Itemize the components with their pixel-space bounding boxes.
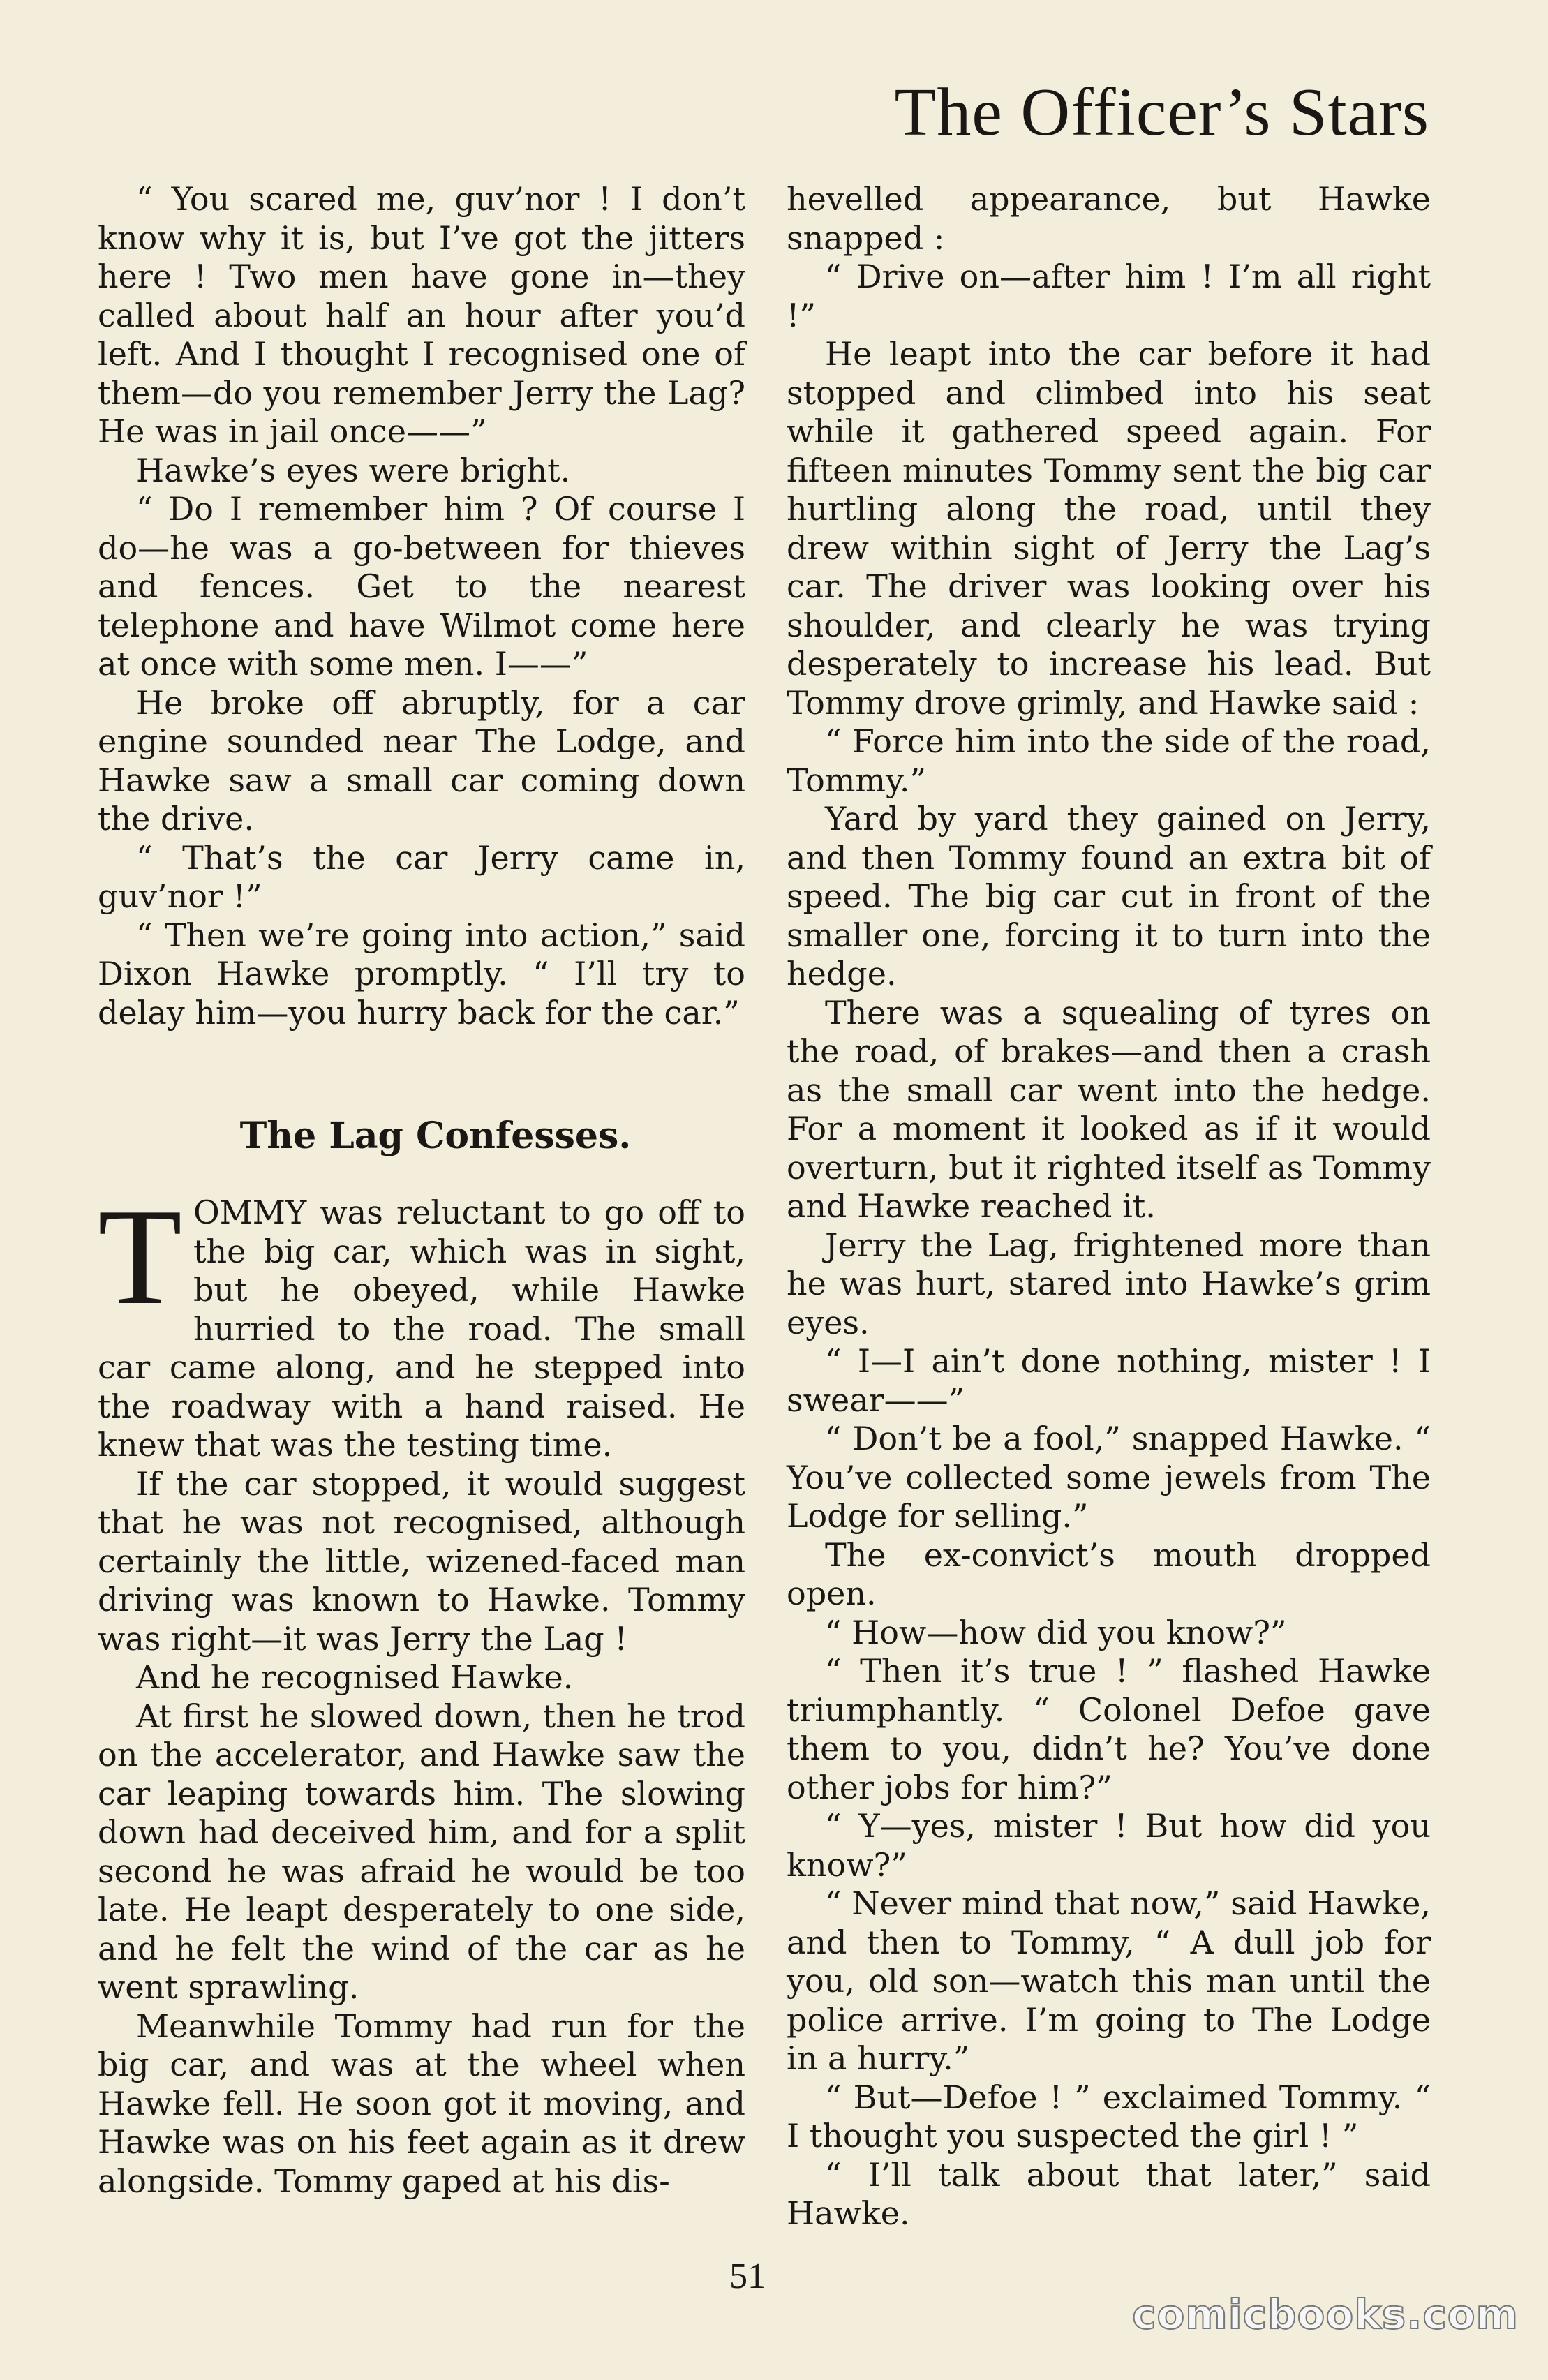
- paragraph: “ You scared me, guv’nor ! I don’t know why it is, but I’ve got the jitters here ! Two men have gone in—they called about half an hour after you’d left. And I thought I recognised one of them—do you remember Jerry the Lag? He was in jail once——”: [98, 180, 745, 450]
- paragraph: “ Never mind that now,” said Hawke, and then to Tommy, “ A dull job for you, old son—watch this man until the police arrive. I’m going to The Lodge in a hurry.”: [787, 1884, 1431, 2077]
- paragraph: “ I’ll talk about that later,” said Hawke.: [787, 2155, 1431, 2232]
- paragraph: “ Y—yes, mister ! But how did you know?”: [787, 1807, 1431, 1884]
- page-title: The Officer’s Stars: [894, 75, 1429, 150]
- paragraph: “ Then we’re going into action,” said Dixon Hawke promptly. “ I’ll try to delay him—you hurry back for the car.”: [98, 916, 745, 1032]
- paragraph: There was a squealing of tyres on the road, of brakes—and then a crash as the small car went into the hedge. For a moment it looked as if it would overturn, but it righted itself as Tommy and Hawke reached it.: [787, 993, 1431, 1225]
- paragraph: “ But—Defoe ! ” exclaimed Tommy. “ I thought you suspected the girl ! ”: [787, 2078, 1431, 2155]
- paragraph: Jerry the Lag, frightened more than he was hurt, stared into Hawke’s grim eyes.: [787, 1226, 1431, 1341]
- paragraph-text: OMMY was reluctant to go off to the big car, which was in sight, but he obeyed, while Hawke hurried to the road. The small car came along, and he stepped into the roadway with a hand raised. He knew that was the testing time.: [98, 1193, 745, 1464]
- paragraph: He broke off abruptly, for a car engine sounded near The Lodge, and Hawke saw a small car coming down the drive.: [98, 683, 745, 838]
- paragraph: “ Force him into the side of the road, Tommy.”: [787, 722, 1431, 799]
- paragraph: Yard by yard they gained on Jerry, and then Tommy found an extra bit of speed. The big car cut in front of the smaller one, forcing it to turn into the hedge.: [787, 800, 1431, 992]
- paragraph: “ Do I remember him ? Of course I do—he was a go-between for thieves and fences. Get to the nearest telephone and have Wilmot come here at once with some men. I——”: [98, 490, 745, 683]
- paragraph: Meanwhile Tommy had run for the big car, and was at the wheel when Hawke fell. He soon got it moving, and Hawke was on his feet again as it drew alongside. Tommy gaped at his dis-: [98, 2007, 745, 2200]
- paragraph: “ How—how did you know?”: [825, 1613, 1287, 1651]
- paragraph: Hawke’s eyes were bright.: [136, 451, 571, 489]
- left-column: [98, 180, 745, 2201]
- paragraph: “ I—I ain’t done nothing, mister ! I swear——”: [787, 1342, 1431, 1419]
- paragraph: “ Drive on—after him ! I’m all right !”: [787, 258, 1431, 334]
- paragraph: The ex-convict’s mouth dropped open.: [787, 1535, 1431, 1612]
- paragraph: hevelled appearance, but Hawke snapped :: [787, 180, 1431, 257]
- page-number: 51: [729, 2256, 766, 2296]
- section-heading: The Lag Confesses.: [239, 1115, 632, 1157]
- watermark: comicbooks.com: [1132, 2291, 1519, 2338]
- paragraph: At first he slowed down, then he trod on the accelerator, and Hawke saw the car leaping towards him. The slowing down had deceived him, and for a split second he was afraid he would be too late. He leapt desperately to one side, and he felt the wind of the car as he went sprawling.: [98, 1697, 745, 2006]
- paragraph: “ That’s the car Jerry came in, guv’nor !”: [98, 838, 745, 915]
- paragraph: He leapt into the car before it had stopped and climbed into his seat while it gathered speed again. For fifteen minutes Tommy sent the big car hurtling along the road, until they drew within sight of Jerry the Lag’s car. The driver was looking over his shoulder, and clearly he was trying desperately to increase his lead. But Tommy drove grimly, and Hawke said :: [787, 335, 1431, 722]
- right-column: [787, 180, 1431, 2233]
- paragraph: If the car stopped, it would suggest that he was not recognised, although certainly the little, wizened-faced man driving was known to Hawke. Tommy was right—it was Jerry the Lag !: [98, 1464, 745, 1658]
- paragraph: “ Don’t be a fool,” snapped Hawke. “ You’ve collected some jewels from The Lodge for selling.”: [787, 1420, 1431, 1535]
- paragraph: “ Then it’s true ! ” flashed Hawke triumphantly. “ Colonel Defoe gave them to you, didn’t he? You’ve done other jobs for him?”: [787, 1652, 1431, 1806]
- paragraph: [98, 1180, 745, 1465]
- drop-cap: T: [98, 1180, 182, 1333]
- paragraph: And he recognised Hawke.: [136, 1658, 574, 1696]
